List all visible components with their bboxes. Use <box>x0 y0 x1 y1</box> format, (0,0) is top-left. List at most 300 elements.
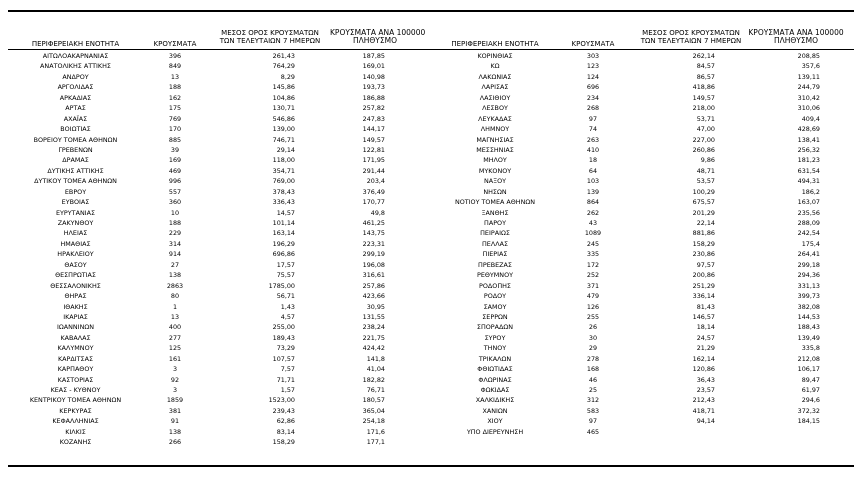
cell-region: ΠΕΛΛΑΣ <box>482 239 508 248</box>
cell-cases: 278 <box>586 354 600 363</box>
cell-avg: 22,14 <box>696 219 715 227</box>
cell-avg: 84,57 <box>696 62 715 71</box>
cell-cases: 103 <box>586 177 600 186</box>
cell-cases: 43 <box>588 219 598 227</box>
cell-avg: 53,71 <box>696 114 715 123</box>
cell-region: ΚΑΡΔΙΤΣΑΣ <box>57 354 94 363</box>
cell-per100k: 177,1 <box>366 438 385 447</box>
cell-cases: 13 <box>170 72 180 81</box>
cell-region: ΒΟΙΩΤΙΑΣ <box>60 125 91 134</box>
cell-cases: 303 <box>586 52 600 60</box>
cell-per100k: 335,8 <box>801 344 820 353</box>
cell-avg: 81,43 <box>696 302 715 311</box>
right-header-per100k-line2: ΠΛΗΘΥΣΜΟ <box>773 36 818 45</box>
cell-cases: 400 <box>168 323 182 332</box>
cell-region: ΘΑΣΟΥ <box>64 260 87 269</box>
cell-region: ΑΝΑΤΟΛΙΚΗΣ ΑΤΤΙΚΗΣ <box>40 62 111 71</box>
cell-cases: 27 <box>170 260 180 269</box>
cell-cases: 3 <box>172 365 178 374</box>
cell-cases: 583 <box>586 406 600 415</box>
cell-region: ΒΟΡΕΙΟΥ ΤΟΜΕΑ ΑΘΗΝΩΝ <box>33 135 118 144</box>
cell-cases: 29 <box>588 344 598 353</box>
cell-cases: 25 <box>588 386 598 394</box>
right-header-avg-line2: ΤΩΝ ΤΕΛΕΥΤΑΙΩΝ 7 ΗΜΕΡΩΝ <box>640 37 742 45</box>
cell-per100k: 244,79 <box>797 83 820 92</box>
cell-per100k: 299,19 <box>362 250 385 259</box>
cell-region: ΛΑΡΙΣΑΣ <box>481 83 509 92</box>
cell-region: ΜΕΣΣΗΝΙΑΣ <box>476 145 514 154</box>
cell-region: ΡΟΔΟΥ <box>483 292 507 301</box>
cell-per100k: 428,69 <box>797 125 820 134</box>
cell-cases: 64 <box>588 166 598 175</box>
cell-cases: 188 <box>168 219 182 227</box>
header-rule <box>8 49 854 50</box>
cell-cases: 469 <box>168 166 182 175</box>
cell-cases: 864 <box>586 198 600 207</box>
cell-avg: 104,86 <box>272 93 295 102</box>
cell-per100k: 76,71 <box>366 386 385 394</box>
cell-per100k: 299,18 <box>797 260 820 269</box>
left-header-per100k <box>330 28 426 45</box>
cell-avg: 212,43 <box>692 396 715 405</box>
cell-per100k: 184,15 <box>797 417 820 426</box>
cell-cases: 92 <box>170 375 180 384</box>
cell-cases: 91 <box>170 417 180 426</box>
right-header-region: ΠΕΡΙΦΕΡΕΙΑΚΗ ΕΝΟΤΗΤΑ <box>451 40 539 48</box>
cell-avg: 145,86 <box>272 83 295 92</box>
cell-avg: 1,43 <box>280 302 295 311</box>
cell-cases: 268 <box>586 104 600 113</box>
cell-region: ΑΧΑΪΑΣ <box>63 114 88 123</box>
cell-avg: 100,29 <box>692 187 715 196</box>
cell-region: ΡΕΘΥΜΝΟΥ <box>476 271 514 280</box>
cell-per100k: 310,06 <box>797 104 820 113</box>
cell-per100k: 30,95 <box>366 302 385 311</box>
cell-region: ΚΕΑΣ - ΚΥΘΝΟΥ <box>50 386 101 394</box>
cell-per100k: 247,83 <box>362 114 385 123</box>
cell-region: ΙΘΑΚΗΣ <box>63 302 88 311</box>
cell-per100k: 424,42 <box>362 344 385 353</box>
cell-cases: 74 <box>588 125 598 134</box>
cell-region: ΚΕΝΤΡΙΚΟΥ ΤΟΜΕΑ ΑΘΗΝΩΝ <box>29 396 122 405</box>
cell-per100k: 291,44 <box>362 166 385 175</box>
cell-per100k: 49,8 <box>370 208 385 217</box>
cell-region: ΝΑΞΟΥ <box>483 177 507 186</box>
cell-region: ΚΟΖΑΝΗΣ <box>59 438 92 447</box>
right-header-per100k <box>748 29 844 45</box>
cell-cases: 371 <box>586 281 600 290</box>
cell-avg: 53,57 <box>696 177 715 186</box>
cell-cases: 125 <box>168 344 182 353</box>
cell-per100k: 357,6 <box>801 62 820 71</box>
cell-per100k: 316,61 <box>362 271 385 280</box>
cell-avg: 149,57 <box>692 93 715 102</box>
cell-region: ΤΡΙΚΑΛΩΝ <box>478 354 512 363</box>
cell-region: ΤΗΝΟΥ <box>483 344 507 353</box>
cell-avg: 418,86 <box>692 83 715 92</box>
cell-cases: 18 <box>588 156 598 165</box>
cell-region: ΠΙΕΡΙΑΣ <box>482 250 508 259</box>
cell-region: ΛΗΜΝΟΥ <box>480 125 510 134</box>
cell-per100k: 122,81 <box>362 145 385 154</box>
cell-region: ΘΕΣΣΑΛΟΝΙΚΗΣ <box>50 281 101 290</box>
left-header-avg-line1: ΜΕΣΟΣ ΟΡΟΣ ΚΡΟΥΣΜΑΤΩΝ <box>221 29 319 37</box>
right-header-avg-line1: ΜΕΣΟΣ ΟΡΟΣ ΚΡΟΥΣΜΑΤΩΝ <box>642 29 740 37</box>
cell-region: ΑΝΔΡΟΥ <box>62 72 89 81</box>
cell-avg: 764,29 <box>272 62 295 71</box>
cell-region: ΚΑΛΥΜΝΟΥ <box>57 344 94 353</box>
cell-avg: 354,71 <box>272 166 295 175</box>
cell-region: ΕΥΡΥΤΑΝΙΑΣ <box>55 208 96 217</box>
cell-cases: 1859 <box>166 396 184 405</box>
cell-region: ΚΙΛΚΙΣ <box>65 427 86 436</box>
cell-per100k: 238,24 <box>362 323 385 332</box>
cell-cases: 175 <box>168 104 182 113</box>
cell-cases: 914 <box>168 250 182 259</box>
cell-cases: 13 <box>170 312 180 321</box>
cell-per100k: 169,01 <box>362 62 385 71</box>
cell-region: ΦΘΙΩΤΙΔΑΣ <box>477 365 513 374</box>
cell-cases: 138 <box>168 427 182 436</box>
cell-per100k: 257,82 <box>362 104 385 113</box>
cell-avg: 18,14 <box>696 323 715 332</box>
cell-avg: 130,71 <box>272 104 295 113</box>
cell-region: ΜΑΓΝΗΣΙΑΣ <box>476 135 514 144</box>
cell-avg: 48,71 <box>696 166 715 175</box>
cell-avg: 8,29 <box>280 72 295 81</box>
cell-region: ΚΑΒΑΛΑΣ <box>60 333 91 342</box>
cell-per100k: 372,32 <box>797 406 820 415</box>
cell-avg: 675,57 <box>692 198 715 207</box>
cell-cases: 188 <box>168 83 182 92</box>
cell-per100k: 382,08 <box>797 302 820 311</box>
cell-avg: 769,00 <box>272 177 295 186</box>
cell-avg: 1785,00 <box>268 281 295 290</box>
cell-per100k: 143,75 <box>362 229 385 238</box>
cell-per100k: 631,54 <box>797 166 820 175</box>
cell-cases: 46 <box>588 375 598 384</box>
cell-cases: 849 <box>168 62 182 71</box>
cell-per100k: 409,4 <box>801 114 820 123</box>
cell-cases: 80 <box>170 292 180 301</box>
cell-avg: 201,29 <box>692 208 715 217</box>
cell-per100k: 256,32 <box>797 145 820 154</box>
cell-per100k: 170,77 <box>362 198 385 207</box>
cell-avg: 21,29 <box>696 344 715 353</box>
cell-avg: 75,57 <box>276 271 295 280</box>
cell-cases: 769 <box>168 114 182 123</box>
cell-per100k: 494,31 <box>797 177 820 186</box>
cell-region: ΧΑΝΙΩΝ <box>482 406 508 415</box>
cell-per100k: 131,55 <box>362 312 385 321</box>
left-header-cases: ΚΡΟΥΣΜΑΤΑ <box>153 40 197 48</box>
cell-per100k: 41,04 <box>366 365 385 374</box>
cell-region: ΚΩ <box>490 62 500 71</box>
cell-avg: 1,57 <box>280 386 295 394</box>
cell-per100k: 208,85 <box>797 52 820 60</box>
cell-per100k: 423,66 <box>362 292 385 301</box>
cell-cases: 245 <box>586 239 600 248</box>
cell-per100k: 221,75 <box>362 333 385 342</box>
cell-region: ΘΕΣΠΡΩΤΙΑΣ <box>55 271 96 280</box>
cell-region: ΠΕΙΡΑΙΩΣ <box>480 229 510 238</box>
cell-cases: 465 <box>586 427 600 436</box>
cell-region: ΛΑΣΙΘΙΟΥ <box>479 93 511 102</box>
cell-cases: 266 <box>168 438 182 447</box>
cell-region: ΛΕΣΒΟΥ <box>482 104 508 113</box>
cell-per100k: 242,54 <box>797 229 820 238</box>
cell-avg: 218,00 <box>692 104 715 113</box>
cell-region: ΗΛΕΙΑΣ <box>63 229 88 238</box>
cell-per100k: 399,73 <box>797 292 820 301</box>
cell-region: ΛΑΚΩΝΙΑΣ <box>478 72 512 81</box>
cell-avg: 696,86 <box>272 250 295 259</box>
cell-region: ΚΟΡΙΝΘΙΑΣ <box>477 52 513 60</box>
cell-cases: 885 <box>168 135 182 144</box>
cell-per100k: 203,4 <box>366 177 385 186</box>
cell-per100k: 294,6 <box>801 396 820 405</box>
cell-cases: 97 <box>588 114 598 123</box>
cell-per100k: 376,49 <box>362 187 385 196</box>
cell-avg: 97,57 <box>696 260 715 269</box>
cell-per100k: 365,04 <box>362 406 385 415</box>
cell-region: ΖΑΚΥΝΘΟΥ <box>57 219 94 227</box>
cell-cases: 172 <box>586 260 600 269</box>
cell-avg: 24,57 <box>696 333 715 342</box>
cell-cases: 10 <box>170 208 180 217</box>
cell-region: ΥΠΟ ΔΙΕΡΕΥΝΗΣΗ <box>466 427 524 436</box>
cell-cases: 277 <box>168 333 182 342</box>
cell-avg: 17,57 <box>276 260 295 269</box>
cell-avg: 230,86 <box>692 250 715 259</box>
cell-cases: 123 <box>586 62 600 71</box>
cell-cases: 263 <box>586 135 600 144</box>
cell-per100k: 181,23 <box>797 156 820 165</box>
cell-avg: 36,43 <box>696 375 715 384</box>
cell-region: ΑΡΤΑΣ <box>65 104 86 113</box>
cell-cases: 161 <box>168 354 182 363</box>
cell-cases: 262 <box>586 208 600 217</box>
cell-region: ΓΡΕΒΕΝΩΝ <box>58 145 93 154</box>
cell-per100k: 171,95 <box>362 156 385 165</box>
cell-per100k: 106,17 <box>797 365 820 374</box>
cell-region: ΣΠΟΡΑΔΩΝ <box>476 323 514 332</box>
cell-avg: 9,86 <box>700 156 715 165</box>
cell-avg: 336,43 <box>272 198 295 207</box>
cell-per100k: 182,82 <box>362 375 385 384</box>
cell-cases: 996 <box>168 177 182 186</box>
cell-cases: 124 <box>586 72 600 81</box>
cell-avg: 139,00 <box>272 125 295 134</box>
cell-region: ΜΥΚΟΝΟΥ <box>478 166 512 175</box>
cell-avg: 189,43 <box>272 333 295 342</box>
cell-region: ΗΜΑΘΙΑΣ <box>60 239 91 248</box>
cell-per100k: 140,98 <box>362 72 385 81</box>
cell-cases: 169 <box>168 156 182 165</box>
cell-cases: 2863 <box>166 281 184 290</box>
cell-per100k: 212,08 <box>797 354 820 363</box>
cell-per100k: 187,85 <box>362 52 385 60</box>
cell-avg: 23,57 <box>696 386 715 394</box>
cell-cases: 162 <box>168 93 182 102</box>
cell-region: ΜΗΛΟΥ <box>483 156 507 165</box>
cell-per100k: 264,41 <box>797 250 820 259</box>
cell-cases: 696 <box>586 83 600 92</box>
left-header-per100k-line1: ΚΡΟΥΣΜΑΤΑ ΑΝΑ 100000 <box>330 28 426 37</box>
cell-cases: 410 <box>586 145 600 154</box>
cell-cases: 39 <box>170 145 180 154</box>
cell-avg: 418,71 <box>692 406 715 415</box>
cell-region: ΣΑΜΟΥ <box>483 302 507 311</box>
cell-avg: 262,14 <box>692 52 715 60</box>
cell-per100k: 186,2 <box>801 187 820 196</box>
cell-avg: 146,57 <box>692 312 715 321</box>
cell-cases: 314 <box>168 239 182 248</box>
cell-per100k: 235,56 <box>797 208 820 217</box>
cell-region: ΑΙΤΩΛΟΑΚΑΡΝΑΝΙΑΣ <box>42 52 109 60</box>
cell-avg: 163,14 <box>272 229 295 238</box>
cell-cases: 139 <box>586 187 600 196</box>
cell-region: ΑΡΚΑΔΙΑΣ <box>59 93 92 102</box>
cell-avg: 73,29 <box>276 344 295 353</box>
cell-cases: 479 <box>586 292 600 301</box>
cell-avg: 83,14 <box>276 427 295 436</box>
cell-cases: 138 <box>168 271 182 280</box>
cell-avg: 47,00 <box>696 125 715 134</box>
cell-per100k: 138,41 <box>797 135 820 144</box>
cell-avg: 261,43 <box>272 52 295 60</box>
cell-cases: 126 <box>586 302 600 311</box>
cell-per100k: 180,57 <box>362 396 385 405</box>
cell-cases: 168 <box>586 365 600 374</box>
cell-avg: 29,14 <box>276 145 295 154</box>
cell-avg: 227,00 <box>692 135 715 144</box>
cell-avg: 107,57 <box>272 354 295 363</box>
cell-per100k: 294,36 <box>797 271 820 280</box>
cell-per100k: 144,17 <box>362 125 385 134</box>
cell-per100k: 288,09 <box>797 219 820 227</box>
cell-avg: 881,86 <box>692 229 715 238</box>
cell-per100k: 149,57 <box>362 135 385 144</box>
cell-per100k: 223,31 <box>362 239 385 248</box>
cell-per100k: 188,43 <box>797 323 820 332</box>
cell-region: ΙΩΑΝΝΙΝΩΝ <box>56 323 95 332</box>
cell-per100k: 254,18 <box>362 417 385 426</box>
cell-region: ΠΡΕΒΕΖΑΣ <box>478 260 512 269</box>
left-header-per100k-line2: ΠΛΗΘΥΣΜΟ <box>352 36 397 45</box>
cell-per100k: 186,88 <box>362 93 385 102</box>
cell-avg: 94,14 <box>696 417 715 426</box>
top-rule <box>8 10 854 12</box>
cell-region: ΗΡΑΚΛΕΙΟΥ <box>57 250 94 259</box>
cell-avg: 1523,00 <box>268 396 295 405</box>
cell-cases: 30 <box>588 333 598 342</box>
cell-cases: 312 <box>586 396 600 405</box>
cell-per100k: 171,6 <box>366 427 385 436</box>
cell-region: ΝΗΣΩΝ <box>483 187 507 196</box>
cell-region: ΕΒΡΟΥ <box>64 187 87 196</box>
cell-per100k: 196,08 <box>362 260 385 269</box>
right-header-per100k-line1: ΚΡΟΥΣΜΑΤΑ ΑΝΑ 100000 <box>748 28 844 37</box>
cell-avg: 120,86 <box>692 365 715 374</box>
cell-cases: 1 <box>172 302 178 311</box>
cell-avg: 101,14 <box>272 219 295 227</box>
cell-per100k: 61,97 <box>801 386 820 394</box>
cell-region: ΕΥΒΟΙΑΣ <box>61 198 90 207</box>
cell-avg: 86,57 <box>696 72 715 81</box>
cell-region: ΚΕΡΚΥΡΑΣ <box>59 406 92 415</box>
cell-per100k: 461,25 <box>362 219 385 227</box>
cell-per100k: 257,86 <box>362 281 385 290</box>
cell-region: ΔΥΤΙΚΗΣ ΑΤΤΙΚΗΣ <box>47 166 104 175</box>
right-header-cases: ΚΡΟΥΣΜΑΤΑ <box>571 40 615 48</box>
cell-avg: 56,71 <box>276 292 295 301</box>
cell-per100k: 139,11 <box>797 72 820 81</box>
cell-avg: 239,43 <box>272 406 295 415</box>
cell-region: ΝΟΤΙΟΥ ΤΟΜΕΑ ΑΘΗΝΩΝ <box>454 198 536 207</box>
cell-region: ΔΡΑΜΑΣ <box>62 156 89 165</box>
cell-region: ΣΥΡΟΥ <box>484 333 506 342</box>
cell-region: ΚΕΦΑΛΛΗΝΙΑΣ <box>52 417 99 426</box>
left-header-avg-line2: ΤΩΝ ΤΕΛΕΥΤΑΙΩΝ 7 ΗΜΕΡΩΝ <box>219 37 321 45</box>
cell-per100k: 139,49 <box>797 333 820 342</box>
cell-region: ΦΛΩΡΙΝΑΣ <box>478 375 512 384</box>
cell-per100k: 175,4 <box>801 239 820 248</box>
cell-avg: 158,29 <box>692 239 715 248</box>
left-header-avg <box>215 29 325 45</box>
bottom-rule <box>8 465 854 467</box>
cell-avg: 62,86 <box>276 417 295 426</box>
cell-cases: 255 <box>586 312 600 321</box>
cell-region: ΡΟΔΟΠΗΣ <box>479 281 511 290</box>
cell-avg: 336,14 <box>692 292 715 301</box>
cell-region: ΘΗΡΑΣ <box>64 292 87 301</box>
cell-per100k: 89,47 <box>801 375 820 384</box>
cell-cases: 170 <box>168 125 182 134</box>
cell-region: ΠΑΡΟΥ <box>484 219 506 227</box>
cell-avg: 251,29 <box>692 281 715 290</box>
cell-per100k: 163,07 <box>797 198 820 207</box>
cell-cases: 335 <box>586 250 600 259</box>
cell-cases: 229 <box>168 229 182 238</box>
cell-region: ΚΑΣΤΟΡΙΑΣ <box>57 375 94 384</box>
cell-cases: 234 <box>586 93 600 102</box>
cell-cases: 1089 <box>584 229 602 238</box>
cell-avg: 7,57 <box>280 365 295 374</box>
cell-avg: 162,14 <box>692 354 715 363</box>
cell-avg: 746,71 <box>272 135 295 144</box>
cell-region: ΧΑΛΚΙΔΙΚΗΣ <box>475 396 515 405</box>
cell-avg: 4,57 <box>280 312 295 321</box>
cell-per100k: 331,13 <box>797 281 820 290</box>
cell-region: ΔΥΤΙΚΟΥ ΤΟΜΕΑ ΑΘΗΝΩΝ <box>34 177 117 186</box>
cell-avg: 200,86 <box>692 271 715 280</box>
left-header-region: ΠΕΡΙΦΕΡΕΙΑΚΗ ΕΝΟΤΗΤΑ <box>31 40 120 48</box>
cell-cases: 97 <box>588 417 598 426</box>
cell-cases: 26 <box>588 323 598 332</box>
cell-region: ΛΕΥΚΑΔΑΣ <box>478 114 512 123</box>
cell-cases: 557 <box>168 187 182 196</box>
cell-avg: 71,71 <box>276 375 295 384</box>
cell-per100k: 141,8 <box>366 354 385 363</box>
cell-cases: 360 <box>168 198 182 207</box>
cell-avg: 260,86 <box>692 145 715 154</box>
cell-per100k: 144,53 <box>797 312 820 321</box>
cell-avg: 546,86 <box>272 114 295 123</box>
cell-cases: 396 <box>168 52 182 60</box>
cell-per100k: 310,42 <box>797 93 820 102</box>
cell-region: ΦΩΚΙΔΑΣ <box>480 386 510 394</box>
